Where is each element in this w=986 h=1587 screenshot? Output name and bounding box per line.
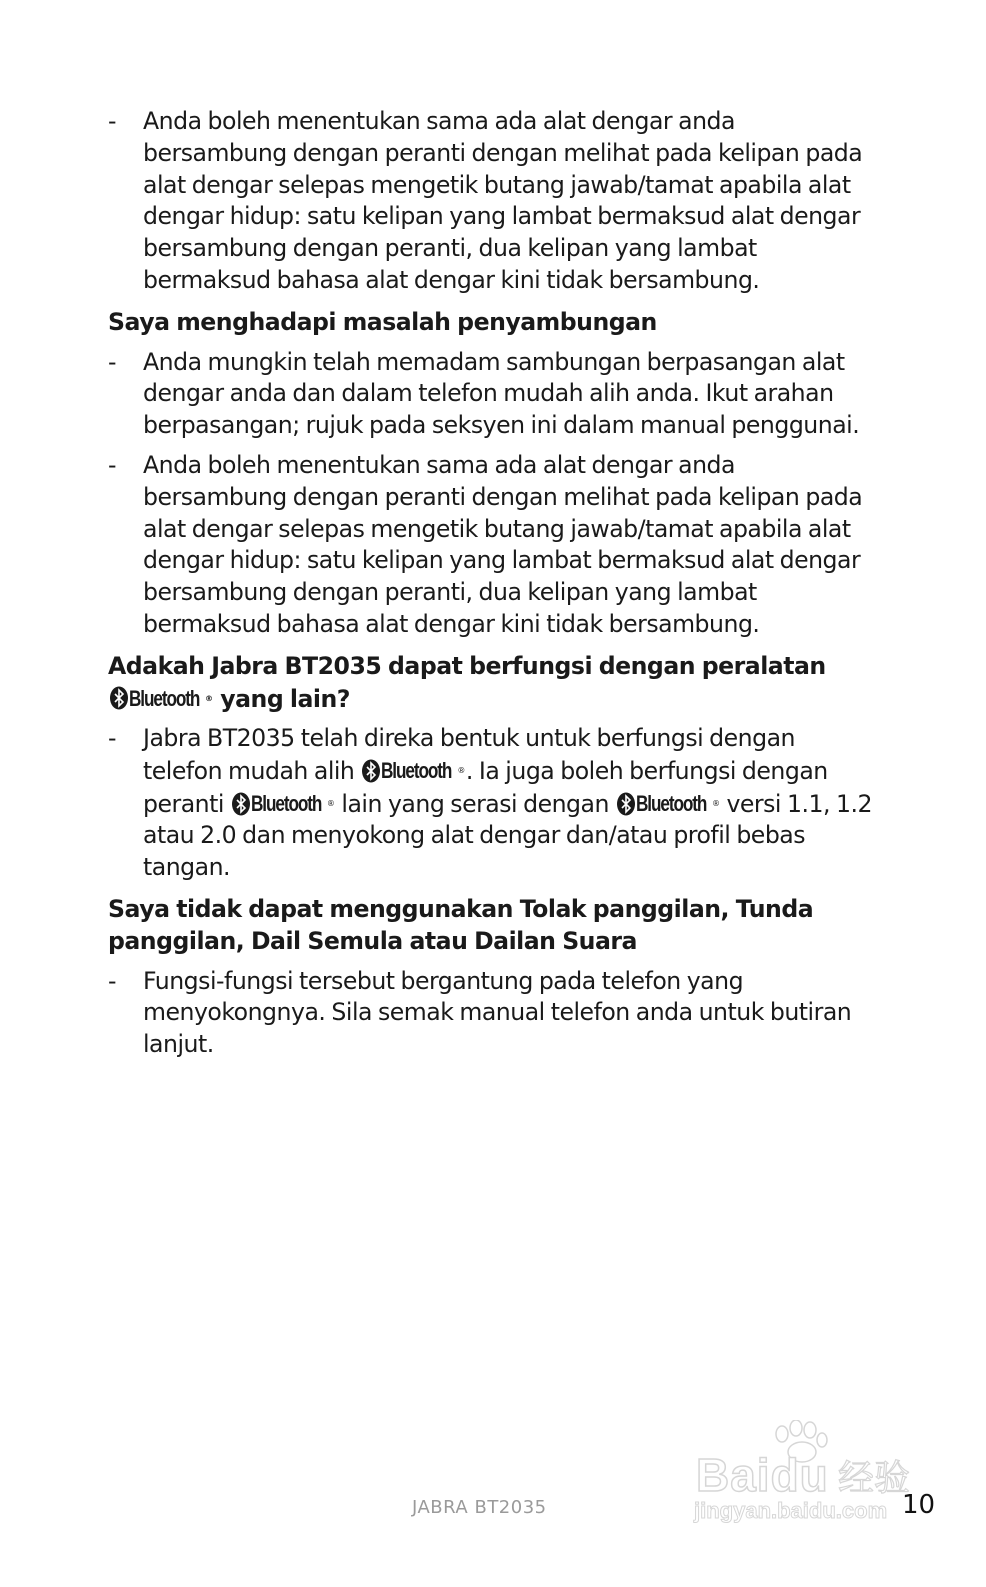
watermark-brand-cn: 经验 [838, 1458, 911, 1499]
bullet-text: . Ia juga boleh berfungsi dengan peranti [143, 756, 828, 818]
bullet-dash: - [108, 347, 117, 376]
list-item [108, 347, 878, 442]
section-heading-features: Saya tidak dapat menggunakan Tolak panggilan, Tunda panggilan, Dail Semula atau Dailan Suara [108, 895, 814, 955]
bullet-dash: - [108, 450, 117, 479]
bullet-text: Jabra BT2035 telah direka bentuk untuk berfungsi dengan telefon mudah alih [143, 724, 796, 785]
bullet-text: Anda mungkin telah memadam sambungan berpasangan alat dengar anda dan dalam telefon mudah alih anda. Ikut arahan berpasangan; rujuk pada seksyen ini dalam manual penggunai. [143, 347, 860, 440]
bluetooth-wordmark: Bluetooth [381, 758, 452, 784]
bluetooth-logo: Bluetooth ® [231, 788, 335, 820]
section-heading-connection: Saya menghadapi masalah penyambungan [108, 307, 657, 336]
list-item [108, 723, 878, 884]
bullet-text: Fungsi-fungsi tersebut bergantung pada telefon yang menyokongnya. Sila semak manual telefon anda untuk butiran lanjut. [143, 966, 852, 1059]
list-item [108, 450, 878, 641]
bluetooth-icon [109, 686, 129, 710]
bullet-dash: - [108, 107, 117, 135]
bullet-text: lain yang serasi dengan [341, 789, 609, 818]
watermark-brand: Baidu [696, 1449, 829, 1501]
bluetooth-icon [361, 759, 381, 783]
bullet-dash: - [108, 724, 117, 753]
bluetooth-wordmark: Bluetooth [250, 790, 322, 816]
bullet-text: versi 1.1, 1.2 atau 2.0 dan menyokong alat dengar dan/atau profil bebas tangan. [143, 789, 873, 882]
bluetooth-logo: Bluetooth ® [361, 755, 465, 787]
bluetooth-wordmark: Bluetooth [129, 685, 200, 711]
list-item [108, 966, 878, 1061]
heading-text: yang lain? [220, 684, 350, 713]
bullet-text: Anda boleh menentukan sama ada alat dengar anda bersambung dengan peranti dengan melihat pada kelipan pada alat dengar selepas mengetik butang jawab/tamat apabila alat dengar hidup: satu kelipan yang lambat bermaksud alat dengar bersambung dengan peranti, dua kelipan yang lambat bermaksud bahasa alat dengar kini tidak bersambung. [143, 107, 863, 294]
bluetooth-icon [616, 792, 636, 816]
bluetooth-icon [231, 792, 251, 816]
heading-text: Adakah Jabra BT2035 dapat berfungsi dengan peralatan [108, 651, 826, 680]
bullet-text: Anda boleh menentukan sama ada alat dengar anda bersambung dengan peranti dengan melihat pada kelipan pada alat dengar selepas mengetik butang jawab/tamat apabila alat dengar hidup: satu kelipan yang lambat bermaksud alat dengar bersambung dengan peranti, dua kelipan yang lambat bermaksud bahasa alat dengar kini tidak bersambung. [143, 450, 863, 638]
watermark-url: jingyan.baidu.com [694, 1498, 888, 1523]
baidu-watermark [688, 1420, 918, 1530]
bluetooth-wordmark: Bluetooth [635, 790, 707, 816]
bluetooth-logo: Bluetooth ® [616, 788, 720, 820]
bluetooth-logo: Bluetooth ® [109, 683, 213, 715]
section-heading-compatibility [108, 651, 878, 715]
bullet-dash: - [108, 966, 117, 995]
footer-model: JABRA BT2035 [412, 1497, 547, 1518]
page-content [108, 106, 878, 1061]
page-number: 10 [902, 1490, 936, 1520]
list-item [108, 106, 878, 297]
